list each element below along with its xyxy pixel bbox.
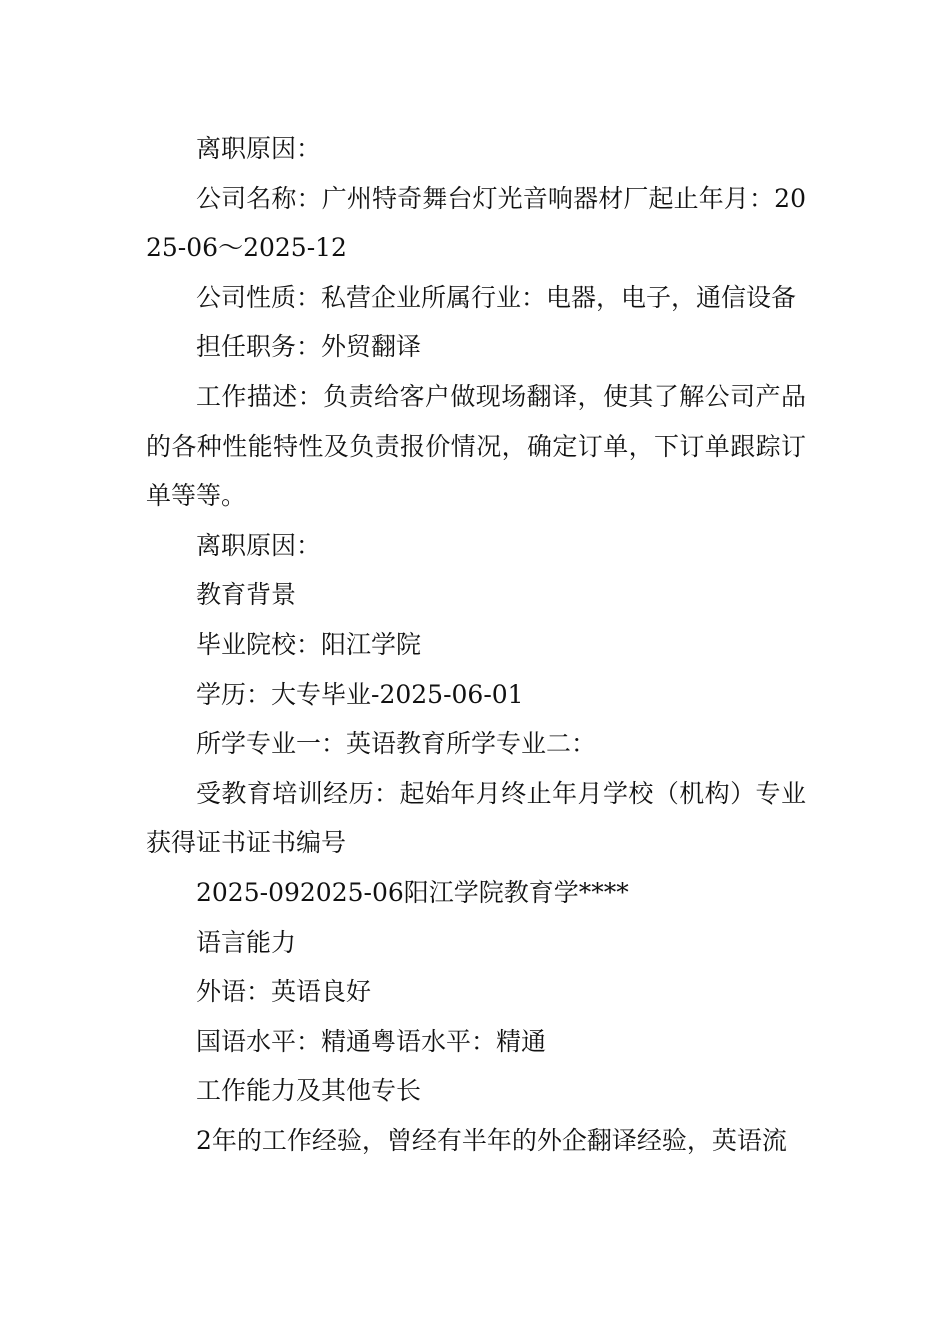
text-paragraph: 2025-092025-06阳江学院教育学**** xyxy=(196,877,629,907)
section-heading: 工作能力及其他专长 xyxy=(196,1076,422,1106)
text-paragraph: 离职原因： xyxy=(196,530,322,560)
text-paragraph: 学历：大专毕业-2025-06-01 xyxy=(196,679,524,709)
text-paragraph: 2年的工作经验，曾经有半年的外企翻译经验，英语流 xyxy=(196,1125,787,1155)
text-paragraph: 担任职务：外贸翻译 xyxy=(196,332,422,362)
text-paragraph: 公司名称：广州特奇舞台灯光音响器材厂起止年月：2025-06～2025-12 xyxy=(146,183,806,263)
text-paragraph: 工作描述：负责给客户做现场翻译，使其了解公司产品的各种性能特性及负责报价情况，确定订单，下订单跟踪订单等等。 xyxy=(146,381,806,511)
section-heading: 教育背景 xyxy=(196,580,297,610)
text-paragraph: 公司性质：私营企业所属行业：电器，电子，通信设备 xyxy=(196,282,797,312)
text-paragraph: 受教育培训经历：起始年月终止年月学校（机构）专业获得证书证书编号 xyxy=(146,778,806,858)
document-body xyxy=(146,124,806,1165)
section-heading: 语言能力 xyxy=(196,927,297,957)
text-paragraph: 外语：英语良好 xyxy=(196,977,372,1007)
text-paragraph: 国语水平：精通粤语水平：精通 xyxy=(196,1026,547,1056)
text-paragraph: 所学专业一：英语教育所学专业二： xyxy=(196,729,597,759)
text-paragraph: 毕业院校：阳江学院 xyxy=(196,629,422,659)
text-paragraph: 离职原因： xyxy=(196,134,322,163)
